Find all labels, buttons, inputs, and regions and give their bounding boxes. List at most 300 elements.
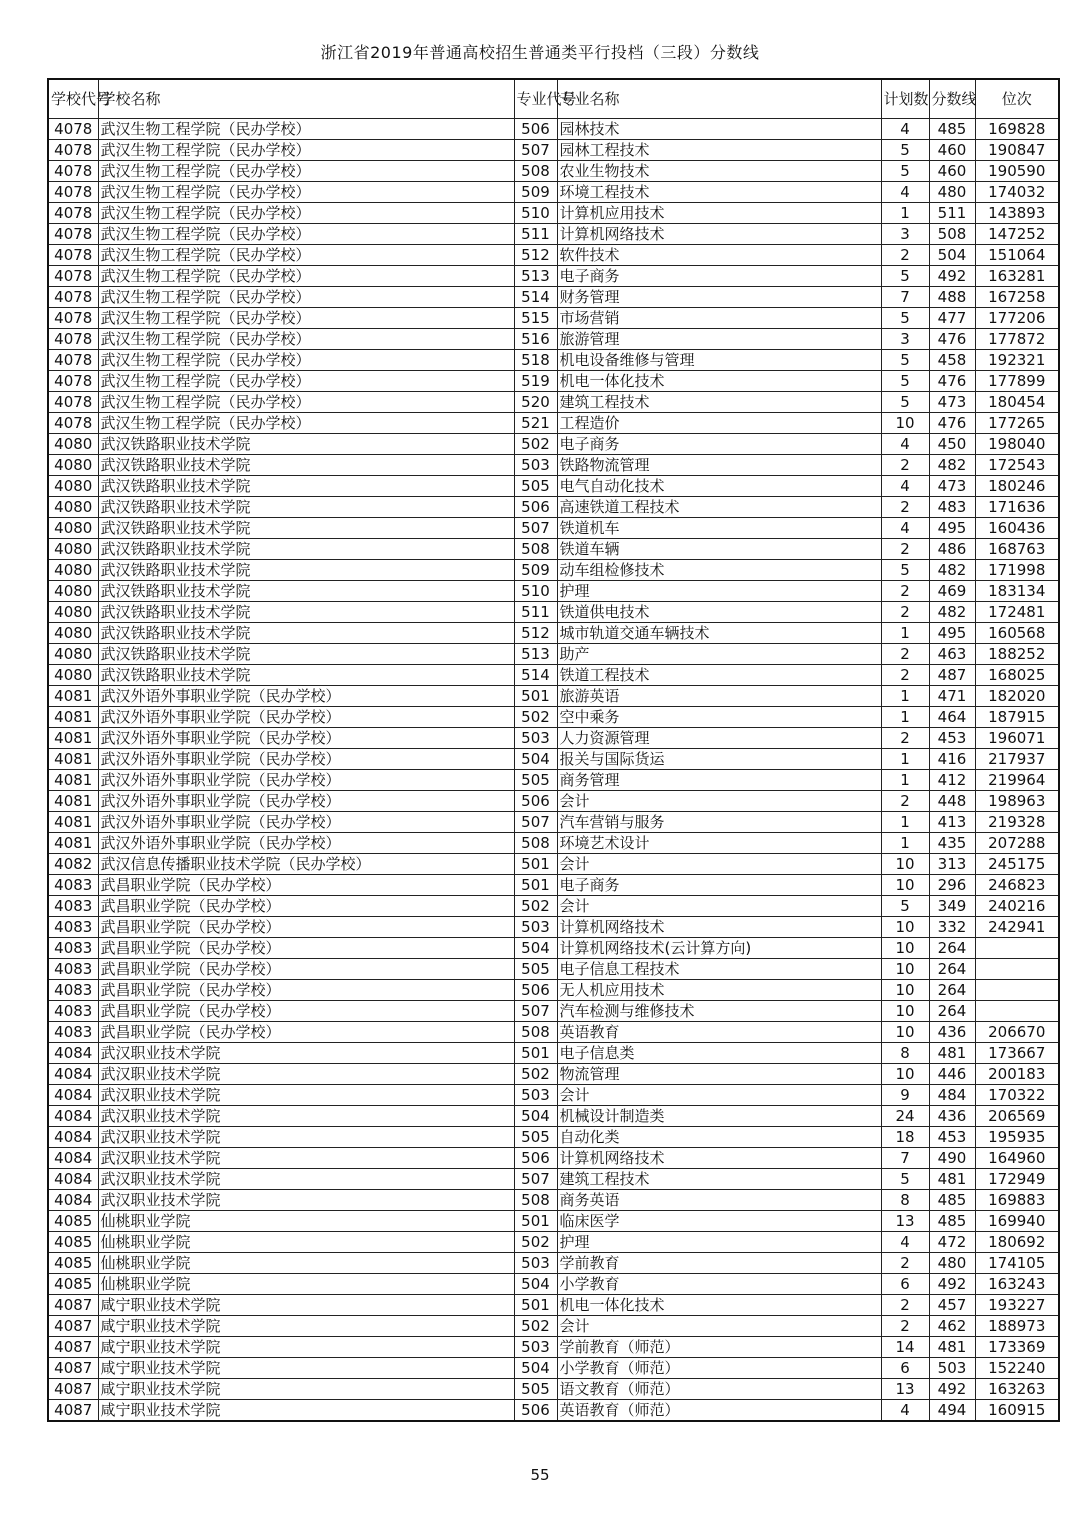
cell-rank: 246823 (975, 875, 1059, 896)
cell-rank: 160568 (975, 623, 1059, 644)
cell-school-name: 咸宁职业技术学院 (98, 1316, 514, 1337)
cell-major-code: 503 (514, 1337, 557, 1358)
cell-major-name: 铁路物流管理 (557, 455, 881, 476)
table-row (48, 203, 1059, 224)
cell-score: 482 (929, 560, 975, 581)
cell-rank (975, 938, 1059, 959)
cell-major-code: 512 (514, 623, 557, 644)
cell-plan: 2 (881, 602, 929, 623)
table-row (48, 371, 1059, 392)
cell-school-code: 4078 (48, 245, 98, 266)
cell-rank: 192321 (975, 350, 1059, 371)
cell-school-name: 武汉铁路职业技术学院 (98, 539, 514, 560)
table-row (48, 791, 1059, 812)
cell-major-name: 会计 (557, 896, 881, 917)
cell-school-code: 4080 (48, 518, 98, 539)
cell-score: 332 (929, 917, 975, 938)
cell-school-name: 咸宁职业技术学院 (98, 1358, 514, 1379)
cell-major-code: 503 (514, 728, 557, 749)
cell-plan: 10 (881, 1022, 929, 1043)
cell-major-code: 520 (514, 392, 557, 413)
cell-school-code: 4084 (48, 1043, 98, 1064)
cell-score: 435 (929, 833, 975, 854)
cell-rank: 198040 (975, 434, 1059, 455)
cell-school-code: 4081 (48, 707, 98, 728)
table-row (48, 266, 1059, 287)
cell-score: 487 (929, 665, 975, 686)
cell-school-code: 4078 (48, 413, 98, 434)
cell-school-code: 4081 (48, 686, 98, 707)
cell-major-code: 507 (514, 518, 557, 539)
cell-major-code: 511 (514, 224, 557, 245)
table-row (48, 497, 1059, 518)
cell-score: 313 (929, 854, 975, 875)
cell-school-code: 4078 (48, 308, 98, 329)
table-row (48, 392, 1059, 413)
cell-rank: 217937 (975, 749, 1059, 770)
cell-score: 483 (929, 497, 975, 518)
cell-rank: 183134 (975, 581, 1059, 602)
cell-rank: 147252 (975, 224, 1059, 245)
table-row (48, 434, 1059, 455)
cell-plan: 1 (881, 623, 929, 644)
cell-major-code: 511 (514, 602, 557, 623)
cell-rank (975, 1001, 1059, 1022)
cell-major-name: 英语教育（师范） (557, 1400, 881, 1422)
cell-school-name: 武汉生物工程学院（民办学校） (98, 140, 514, 161)
cell-school-code: 4080 (48, 539, 98, 560)
cell-school-name: 武汉外语外事职业学院（民办学校） (98, 770, 514, 791)
cell-school-code: 4085 (48, 1211, 98, 1232)
cell-plan: 13 (881, 1211, 929, 1232)
cell-major-name: 汽车营销与服务 (557, 812, 881, 833)
cell-school-name: 咸宁职业技术学院 (98, 1337, 514, 1358)
cell-school-code: 4084 (48, 1169, 98, 1190)
cell-school-name: 武汉生物工程学院（民办学校） (98, 224, 514, 245)
cell-school-name: 武汉铁路职业技术学院 (98, 497, 514, 518)
table-row (48, 1379, 1059, 1400)
cell-major-code: 508 (514, 1190, 557, 1211)
cell-school-code: 4087 (48, 1337, 98, 1358)
cell-rank: 180454 (975, 392, 1059, 413)
cell-score: 458 (929, 350, 975, 371)
cell-school-code: 4083 (48, 917, 98, 938)
cell-score: 296 (929, 875, 975, 896)
cell-major-name: 会计 (557, 854, 881, 875)
cell-rank: 160436 (975, 518, 1059, 539)
cell-major-name: 园林工程技术 (557, 140, 881, 161)
cell-major-name: 商务管理 (557, 770, 881, 791)
table-row (48, 329, 1059, 350)
cell-plan: 2 (881, 728, 929, 749)
cell-score: 492 (929, 1274, 975, 1295)
cell-major-code: 508 (514, 1022, 557, 1043)
cell-major-code: 504 (514, 749, 557, 770)
cell-major-code: 509 (514, 560, 557, 581)
cell-major-name: 计算机网络技术(云计算方向) (557, 938, 881, 959)
cell-rank: 188973 (975, 1316, 1059, 1337)
cell-school-name: 仙桃职业学院 (98, 1232, 514, 1253)
table-row (48, 686, 1059, 707)
table-row (48, 1127, 1059, 1148)
cell-major-code: 514 (514, 287, 557, 308)
cell-major-name: 英语教育 (557, 1022, 881, 1043)
cell-major-code: 519 (514, 371, 557, 392)
table-row (48, 770, 1059, 791)
cell-school-code: 4087 (48, 1358, 98, 1379)
cell-major-name: 建筑工程技术 (557, 392, 881, 413)
table-row (48, 1358, 1059, 1379)
cell-school-name: 武汉外语外事职业学院（民办学校） (98, 812, 514, 833)
table-row (48, 476, 1059, 497)
cell-plan: 7 (881, 1148, 929, 1169)
cell-plan: 5 (881, 392, 929, 413)
cell-plan: 6 (881, 1358, 929, 1379)
cell-major-code: 506 (514, 1148, 557, 1169)
table-row (48, 560, 1059, 581)
cell-school-code: 4081 (48, 791, 98, 812)
table-row (48, 644, 1059, 665)
cell-rank (975, 980, 1059, 1001)
cell-rank: 174105 (975, 1253, 1059, 1274)
cell-major-code: 508 (514, 161, 557, 182)
cell-score: 460 (929, 140, 975, 161)
cell-school-name: 武汉生物工程学院（民办学校） (98, 287, 514, 308)
table-row (48, 245, 1059, 266)
cell-school-name: 武昌职业学院（民办学校） (98, 896, 514, 917)
table-row (48, 1064, 1059, 1085)
cell-score: 469 (929, 581, 975, 602)
cell-plan: 2 (881, 1295, 929, 1316)
cell-plan: 5 (881, 266, 929, 287)
cell-major-code: 518 (514, 350, 557, 371)
cell-major-code: 501 (514, 1211, 557, 1232)
table-header (48, 79, 1059, 119)
cell-plan: 5 (881, 161, 929, 182)
cell-rank: 169940 (975, 1211, 1059, 1232)
cell-plan: 4 (881, 518, 929, 539)
cell-major-code: 506 (514, 980, 557, 1001)
cell-score: 464 (929, 707, 975, 728)
cell-major-name: 自动化类 (557, 1127, 881, 1148)
cell-plan: 1 (881, 749, 929, 770)
cell-major-code: 506 (514, 791, 557, 812)
cell-school-name: 武汉铁路职业技术学院 (98, 434, 514, 455)
cell-rank: 169828 (975, 119, 1059, 140)
cell-major-name: 机械设计制造类 (557, 1106, 881, 1127)
cell-plan: 10 (881, 854, 929, 875)
cell-score: 485 (929, 1211, 975, 1232)
cell-rank: 168763 (975, 539, 1059, 560)
cell-school-code: 4085 (48, 1232, 98, 1253)
cell-school-code: 4082 (48, 854, 98, 875)
cell-rank: 206670 (975, 1022, 1059, 1043)
cell-plan: 5 (881, 896, 929, 917)
cell-major-code: 504 (514, 1358, 557, 1379)
table-row (48, 1001, 1059, 1022)
cell-plan: 10 (881, 1064, 929, 1085)
cell-rank: 242941 (975, 917, 1059, 938)
cell-plan: 6 (881, 1274, 929, 1295)
cell-major-name: 人力资源管理 (557, 728, 881, 749)
cell-school-code: 4078 (48, 161, 98, 182)
cell-plan: 4 (881, 434, 929, 455)
cell-score: 495 (929, 518, 975, 539)
cell-plan: 2 (881, 497, 929, 518)
cell-major-name: 临床医学 (557, 1211, 881, 1232)
cell-major-name: 会计 (557, 791, 881, 812)
cell-school-code: 4078 (48, 371, 98, 392)
cell-school-code: 4080 (48, 476, 98, 497)
cell-rank: 174032 (975, 182, 1059, 203)
cell-score: 503 (929, 1358, 975, 1379)
cell-school-name: 武汉外语外事职业学院（民办学校） (98, 833, 514, 854)
cell-school-name: 武汉职业技术学院 (98, 1148, 514, 1169)
cell-school-code: 4081 (48, 770, 98, 791)
cell-school-name: 武汉外语外事职业学院（民办学校） (98, 728, 514, 749)
cell-major-name: 农业生物技术 (557, 161, 881, 182)
cell-rank: 182020 (975, 686, 1059, 707)
cell-school-name: 武汉铁路职业技术学院 (98, 476, 514, 497)
cell-school-code: 4078 (48, 329, 98, 350)
cell-plan: 24 (881, 1106, 929, 1127)
cell-school-code: 4084 (48, 1106, 98, 1127)
cell-plan: 2 (881, 581, 929, 602)
cell-score: 508 (929, 224, 975, 245)
cell-plan: 8 (881, 1043, 929, 1064)
cell-school-name: 武昌职业学院（民办学校） (98, 875, 514, 896)
cell-score: 457 (929, 1295, 975, 1316)
cell-rank: 193227 (975, 1295, 1059, 1316)
cell-school-name: 武昌职业学院（民办学校） (98, 917, 514, 938)
cell-school-code: 4085 (48, 1253, 98, 1274)
cell-rank: 167258 (975, 287, 1059, 308)
cell-score: 264 (929, 1001, 975, 1022)
cell-major-code: 505 (514, 1127, 557, 1148)
cell-score: 485 (929, 1190, 975, 1211)
cell-score: 480 (929, 182, 975, 203)
cell-school-name: 武汉职业技术学院 (98, 1127, 514, 1148)
cell-major-code: 503 (514, 1085, 557, 1106)
cell-rank: 180246 (975, 476, 1059, 497)
cell-school-code: 4083 (48, 875, 98, 896)
header-major-name: 专业名称 (557, 79, 881, 119)
cell-plan: 3 (881, 329, 929, 350)
cell-school-name: 武汉铁路职业技术学院 (98, 518, 514, 539)
cell-score: 460 (929, 161, 975, 182)
cell-school-code: 4081 (48, 728, 98, 749)
cell-score: 486 (929, 539, 975, 560)
table-row (48, 938, 1059, 959)
cell-plan: 10 (881, 980, 929, 1001)
cell-school-code: 4080 (48, 434, 98, 455)
cell-major-name: 物流管理 (557, 1064, 881, 1085)
table-row (48, 980, 1059, 1001)
cell-school-name: 武汉职业技术学院 (98, 1085, 514, 1106)
cell-score: 264 (929, 938, 975, 959)
cell-score: 504 (929, 245, 975, 266)
cell-score: 477 (929, 308, 975, 329)
cell-score: 488 (929, 287, 975, 308)
cell-school-code: 4080 (48, 581, 98, 602)
table-row (48, 833, 1059, 854)
cell-major-name: 电子商务 (557, 875, 881, 896)
cell-school-name: 武昌职业学院（民办学校） (98, 1001, 514, 1022)
cell-rank: 180692 (975, 1232, 1059, 1253)
cell-school-code: 4078 (48, 350, 98, 371)
cell-rank: 164960 (975, 1148, 1059, 1169)
cell-school-code: 4080 (48, 623, 98, 644)
cell-plan: 10 (881, 917, 929, 938)
cell-school-code: 4081 (48, 749, 98, 770)
cell-rank: 163281 (975, 266, 1059, 287)
cell-major-code: 502 (514, 1064, 557, 1085)
cell-plan: 2 (881, 455, 929, 476)
cell-score: 481 (929, 1169, 975, 1190)
table-row (48, 140, 1059, 161)
cell-plan: 4 (881, 476, 929, 497)
table-row (48, 665, 1059, 686)
cell-rank: 195935 (975, 1127, 1059, 1148)
cell-plan: 1 (881, 833, 929, 854)
cell-major-name: 软件技术 (557, 245, 881, 266)
cell-major-name: 机电设备维修与管理 (557, 350, 881, 371)
cell-major-code: 503 (514, 1253, 557, 1274)
cell-plan: 10 (881, 938, 929, 959)
cell-school-name: 武汉铁路职业技术学院 (98, 581, 514, 602)
cell-score: 511 (929, 203, 975, 224)
cell-major-name: 计算机网络技术 (557, 1148, 881, 1169)
cell-major-code: 503 (514, 917, 557, 938)
cell-major-code: 505 (514, 959, 557, 980)
table-row (48, 350, 1059, 371)
cell-major-name: 旅游英语 (557, 686, 881, 707)
table-row (48, 1148, 1059, 1169)
cell-school-name: 武昌职业学院（民办学校） (98, 1022, 514, 1043)
cell-rank: 169883 (975, 1190, 1059, 1211)
table-row (48, 917, 1059, 938)
cell-plan: 4 (881, 1400, 929, 1422)
cell-rank: 177265 (975, 413, 1059, 434)
cell-school-name: 武汉生物工程学院（民办学校） (98, 203, 514, 224)
table-row (48, 1316, 1059, 1337)
cell-major-code: 502 (514, 707, 557, 728)
cell-school-code: 4078 (48, 266, 98, 287)
cell-school-name: 武汉铁路职业技术学院 (98, 455, 514, 476)
cell-plan: 2 (881, 1253, 929, 1274)
table-row (48, 728, 1059, 749)
table-row (48, 1232, 1059, 1253)
table-row (48, 119, 1059, 140)
cell-plan: 10 (881, 1001, 929, 1022)
table-row (48, 1022, 1059, 1043)
cell-major-name: 空中乘务 (557, 707, 881, 728)
cell-school-code: 4080 (48, 602, 98, 623)
table-row (48, 623, 1059, 644)
cell-rank: 200183 (975, 1064, 1059, 1085)
table-row (48, 875, 1059, 896)
cell-rank: 160915 (975, 1400, 1059, 1422)
cell-score: 453 (929, 728, 975, 749)
cell-score: 462 (929, 1316, 975, 1337)
cell-school-name: 武汉外语外事职业学院（民办学校） (98, 707, 514, 728)
cell-major-code: 508 (514, 833, 557, 854)
cell-school-name: 武汉生物工程学院（民办学校） (98, 392, 514, 413)
cell-school-name: 武汉职业技术学院 (98, 1106, 514, 1127)
cell-school-name: 仙桃职业学院 (98, 1253, 514, 1274)
cell-major-code: 507 (514, 1001, 557, 1022)
cell-score: 473 (929, 392, 975, 413)
cell-plan: 10 (881, 959, 929, 980)
cell-school-code: 4087 (48, 1379, 98, 1400)
cell-school-name: 咸宁职业技术学院 (98, 1295, 514, 1316)
cell-school-code: 4087 (48, 1400, 98, 1422)
cell-school-name: 武汉生物工程学院（民办学校） (98, 350, 514, 371)
cell-school-code: 4078 (48, 140, 98, 161)
cell-major-name: 铁道供电技术 (557, 602, 881, 623)
cell-score: 482 (929, 455, 975, 476)
cell-major-name: 市场营销 (557, 308, 881, 329)
cell-major-name: 财务管理 (557, 287, 881, 308)
cell-plan: 5 (881, 308, 929, 329)
cell-score: 476 (929, 329, 975, 350)
cell-major-name: 电子商务 (557, 434, 881, 455)
cell-school-name: 武汉信息传播职业技术学院（民办学校） (98, 854, 514, 875)
cell-school-code: 4083 (48, 1022, 98, 1043)
cell-major-code: 506 (514, 497, 557, 518)
cell-rank: 173369 (975, 1337, 1059, 1358)
cell-rank: 168025 (975, 665, 1059, 686)
cell-school-code: 4084 (48, 1148, 98, 1169)
cell-rank: 171998 (975, 560, 1059, 581)
cell-major-name: 电子信息类 (557, 1043, 881, 1064)
cell-school-code: 4083 (48, 938, 98, 959)
cell-plan: 1 (881, 686, 929, 707)
table-row (48, 539, 1059, 560)
cell-plan: 2 (881, 245, 929, 266)
cell-major-code: 505 (514, 476, 557, 497)
cell-school-name: 武昌职业学院（民办学校） (98, 938, 514, 959)
table-row (48, 287, 1059, 308)
cell-plan: 2 (881, 665, 929, 686)
cell-school-name: 武汉铁路职业技术学院 (98, 560, 514, 581)
cell-major-code: 502 (514, 1232, 557, 1253)
cell-major-name: 学前教育 (557, 1253, 881, 1274)
cell-school-name: 武汉职业技术学院 (98, 1043, 514, 1064)
cell-school-code: 4083 (48, 959, 98, 980)
table-row (48, 1337, 1059, 1358)
cell-major-name: 建筑工程技术 (557, 1169, 881, 1190)
cell-plan: 4 (881, 1232, 929, 1253)
cell-score: 492 (929, 266, 975, 287)
table-row (48, 602, 1059, 623)
cell-plan: 10 (881, 875, 929, 896)
cell-major-code: 510 (514, 203, 557, 224)
cell-plan: 13 (881, 1379, 929, 1400)
cell-school-name: 武汉生物工程学院（民办学校） (98, 245, 514, 266)
cell-score: 413 (929, 812, 975, 833)
cell-school-code: 4083 (48, 980, 98, 1001)
cell-major-name: 高速铁道工程技术 (557, 497, 881, 518)
table-row (48, 1274, 1059, 1295)
cell-score: 446 (929, 1064, 975, 1085)
cell-major-name: 园林技术 (557, 119, 881, 140)
cell-major-code: 509 (514, 182, 557, 203)
cell-school-code: 4084 (48, 1190, 98, 1211)
cell-score: 448 (929, 791, 975, 812)
cell-school-name: 武昌职业学院（民办学校） (98, 980, 514, 1001)
cell-plan: 2 (881, 1316, 929, 1337)
